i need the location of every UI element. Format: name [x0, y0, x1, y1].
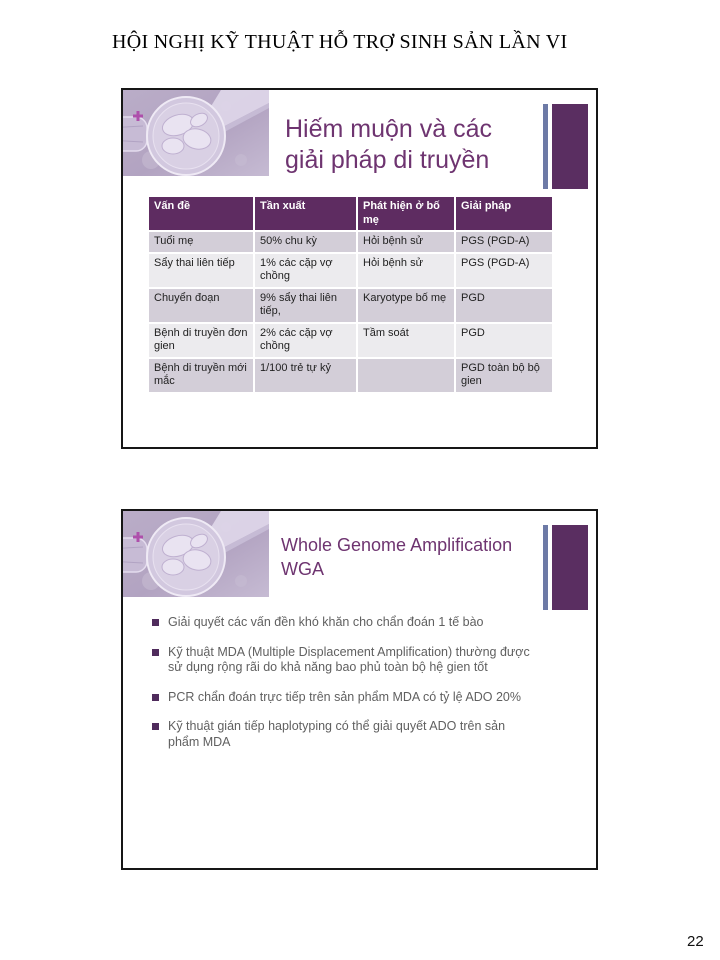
- accent-bar-thin: [543, 104, 548, 189]
- slide-2: [121, 509, 598, 870]
- page-number: 22: [687, 933, 704, 950]
- table-row: [149, 359, 552, 392]
- slide-1-title-line-2: giải pháp di truyền: [285, 146, 490, 174]
- table-cell: PGS (PGD-A): [456, 232, 552, 252]
- embryo-icsi-image: [123, 90, 269, 176]
- table-cell: PGD: [456, 289, 552, 322]
- table-cell: Bệnh di truyền mới mắc: [149, 359, 253, 392]
- genetics-solutions-table: [147, 195, 554, 394]
- table-cell: Tầm soát: [358, 324, 454, 357]
- bullet-text: Kỹ thuật gián tiếp haplotyping có thể giải quyết ADO trên sản phẩm MDA: [168, 719, 506, 749]
- embryo-icsi-image: [123, 511, 269, 597]
- slide-1: [121, 88, 598, 449]
- document-header: HỘI NGHỊ KỸ THUẬT HỖ TRỢ SINH SẢN LẦN VI: [112, 31, 568, 53]
- bullet-square-icon: [152, 723, 159, 730]
- table-header-detection: Phát hiện ở bố mẹ: [358, 197, 454, 230]
- table-cell: Hỏi bệnh sử: [358, 254, 454, 287]
- table-cell: Bệnh di truyền đơn gien: [149, 324, 253, 357]
- table-cell: PGS (PGD-A): [456, 254, 552, 287]
- bullet-item: [152, 690, 536, 706]
- slide-2-title: [281, 533, 551, 581]
- accent-bar-rect: [552, 104, 588, 189]
- table-row: [149, 289, 552, 322]
- table-cell: PGD: [456, 324, 552, 357]
- table-cell: 2% các cặp vợ chồng: [255, 324, 356, 357]
- table-cell: 1/100 trẻ tự kỷ: [255, 359, 356, 392]
- accent-bar-rect: [552, 525, 588, 610]
- table-cell: [358, 359, 454, 392]
- slide-1-title-line-1: Hiếm muộn và các: [285, 115, 493, 143]
- bullet-item: [152, 719, 536, 750]
- table-cell: 9% sẩy thai liên tiếp,: [255, 289, 356, 322]
- slide-2-title-line-1: Whole Genome Amplification: [281, 535, 513, 555]
- accent-bar-thin: [543, 525, 548, 610]
- embryo-icsi-icon: [123, 511, 269, 597]
- table-header-solution: Giải pháp: [456, 197, 552, 230]
- table-cell: PGD toàn bộ bộ gien: [456, 359, 552, 392]
- table-cell: 50% chu kỳ: [255, 232, 356, 252]
- bullet-square-icon: [152, 619, 159, 626]
- bullet-text: Giải quyết các vấn đền khó khăn cho chẩn đoán 1 tế bào: [168, 615, 484, 629]
- bullet-text: Kỹ thuật MDA (Multiple Displacement Amplification) thường được sử dụng rộng rãi do khả năng bao phủ toàn bộ hệ gien tốt: [168, 644, 530, 674]
- table-row: [149, 232, 552, 252]
- wga-bullet-list: [152, 615, 536, 764]
- table-row: [149, 254, 552, 287]
- bullet-square-icon: [152, 694, 159, 701]
- slide-2-title-line-2: WGA: [281, 559, 324, 579]
- bullet-text: PCR chẩn đoán trực tiếp trên sản phẩm MDA có tỷ lệ ADO 20%: [168, 689, 521, 704]
- bullet-item: [152, 615, 536, 631]
- table-cell: Tuổi mẹ: [149, 232, 253, 252]
- table-cell: Sẩy thai liên tiếp: [149, 254, 253, 287]
- table-cell: Hỏi bệnh sử: [358, 232, 454, 252]
- bullet-square-icon: [152, 649, 159, 656]
- table-cell: Chuyển đoạn: [149, 289, 253, 322]
- table-cell: Karyotype bố mẹ: [358, 289, 454, 322]
- table-header-problem: Vấn đề: [149, 197, 253, 230]
- slide-1-title: [285, 114, 525, 176]
- table-header-frequency: Tần xuất: [255, 197, 356, 230]
- bullet-item: [152, 645, 536, 676]
- table-cell: 1% các cặp vợ chồng: [255, 254, 356, 287]
- embryo-icsi-icon: [123, 90, 269, 176]
- table-header-row: [149, 197, 552, 230]
- table-row: [149, 324, 552, 357]
